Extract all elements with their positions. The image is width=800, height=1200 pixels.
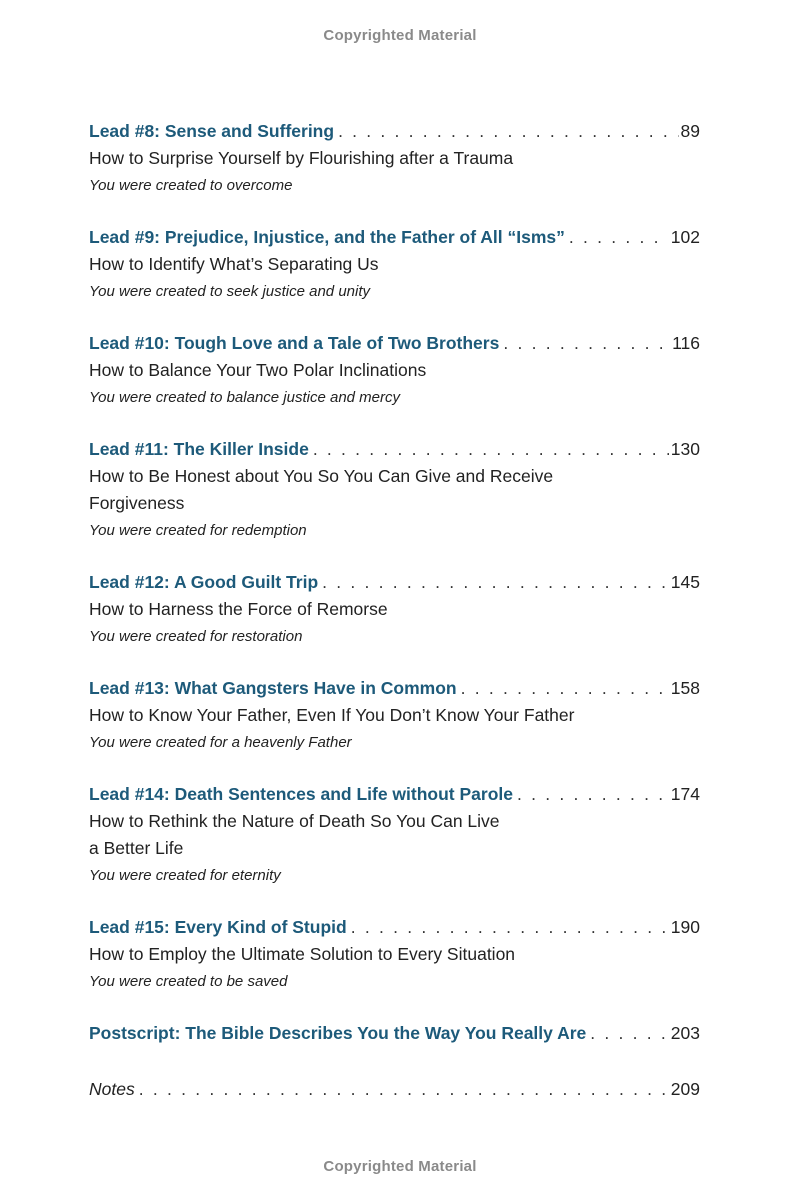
- toc-entry-title-line[interactable]: [89, 1020, 700, 1047]
- toc-entry-title-line[interactable]: [89, 914, 700, 941]
- toc-entry-lead-13: [89, 675, 700, 756]
- toc-entry-title-line[interactable]: [89, 436, 700, 463]
- toc-entry-title: Lead #14: Death Sentences and Life without Parole: [89, 784, 513, 804]
- toc-entry-tagline: You were created to be saved: [89, 973, 288, 990]
- toc-page-number: 203: [670, 1023, 700, 1043]
- copyright-watermark-bottom: Copyrighted Material: [323, 1158, 477, 1175]
- toc-entry-subtitle: How to Harness the Force of Remorse: [89, 599, 388, 619]
- toc-entry-title: Lead #8: Sense and Suffering: [89, 121, 335, 141]
- dot-leader: [351, 914, 669, 941]
- toc-entry-lead-14: [89, 781, 700, 889]
- toc-entry-tagline: You were created for redemption: [89, 522, 307, 539]
- toc-entry-title: Lead #9: Prejudice, Injustice, and the Father of All “Isms”: [89, 227, 565, 247]
- toc-entry-title: Notes: [89, 1079, 135, 1099]
- dot-leader: [322, 569, 669, 596]
- toc-entry-tagline: You were created for eternity: [89, 867, 281, 884]
- toc-entry-title-line[interactable]: [89, 675, 700, 702]
- toc-entry-tagline: You were created for restoration: [89, 628, 303, 645]
- toc-page-number: 89: [680, 121, 700, 141]
- toc-entry-tagline: You were created for a heavenly Father: [89, 734, 352, 751]
- toc-entry-subtitle: How to Surprise Yourself by Flourishing after a Trauma: [89, 148, 514, 168]
- dot-leader: [590, 1020, 669, 1047]
- toc-entry-title: Lead #13: What Gangsters Have in Common: [89, 678, 457, 698]
- toc-entry-tagline: You were created to overcome: [89, 177, 293, 194]
- toc-page-number: 130: [670, 439, 700, 459]
- toc-entry-title-line[interactable]: [89, 569, 700, 596]
- toc-page-number: 145: [670, 572, 700, 592]
- toc-entry-title: Lead #10: Tough Love and a Tale of Two Brothers: [89, 333, 500, 353]
- toc-entry-title-line[interactable]: [89, 118, 700, 145]
- toc-entry-notes: [89, 1076, 700, 1103]
- toc-page-number: 174: [670, 784, 700, 804]
- toc-page-number: 190: [670, 917, 700, 937]
- toc-entry-subtitle: How to Know Your Father, Even If You Don’t Know Your Father: [89, 705, 575, 725]
- dot-leader: [461, 675, 669, 702]
- toc-entry-title-line[interactable]: [89, 224, 700, 251]
- dot-leader: [503, 330, 670, 357]
- toc-page-number: 158: [670, 678, 700, 698]
- dot-leader: [569, 224, 669, 251]
- toc-entry-subtitle-continued: a Better Life: [89, 838, 184, 858]
- dot-leader: [313, 436, 669, 463]
- toc-entry-title: Lead #12: A Good Guilt Trip: [89, 572, 319, 592]
- toc-entry-title-line[interactable]: [89, 1076, 700, 1103]
- toc-entry-lead-15: [89, 914, 700, 995]
- toc-entry-tagline: You were created to seek justice and unity: [89, 283, 371, 300]
- toc-entry-lead-8: [89, 118, 700, 199]
- dot-leader: [517, 781, 669, 808]
- toc-page-number: 102: [670, 227, 700, 247]
- toc-entry-lead-9: [89, 224, 700, 305]
- toc-entry-subtitle: How to Balance Your Two Polar Inclinations: [89, 360, 427, 380]
- toc-entry-lead-10: [89, 330, 700, 411]
- toc-entry-subtitle: How to Employ the Ultimate Solution to Every Situation: [89, 944, 516, 964]
- table-of-contents: [89, 118, 700, 1128]
- toc-entry-subtitle: How to Be Honest about You So You Can Give and Receive: [89, 466, 554, 486]
- toc-page-number: 209: [670, 1079, 700, 1099]
- toc-entry-title-line[interactable]: [89, 330, 700, 357]
- toc-entry-tagline: You were created to balance justice and mercy: [89, 389, 401, 406]
- toc-entry-subtitle: How to Rethink the Nature of Death So You Can Live: [89, 811, 500, 831]
- toc-entry-title: Lead #11: The Killer Inside: [89, 439, 309, 459]
- toc-entry-postscript: [89, 1020, 700, 1047]
- toc-entry-subtitle-continued: Forgiveness: [89, 493, 185, 513]
- toc-entry-title-line[interactable]: [89, 781, 700, 808]
- toc-entry-lead-11: [89, 436, 700, 544]
- toc-entry-title: Postscript: The Bible Describes You the Way You Really Are: [89, 1023, 587, 1043]
- dot-leader: [139, 1076, 669, 1103]
- toc-entry-subtitle: How to Identify What’s Separating Us: [89, 254, 379, 274]
- dot-leader: [338, 118, 678, 145]
- copyright-watermark-top: Copyrighted Material: [323, 27, 477, 44]
- toc-page-number: 116: [672, 333, 700, 353]
- toc-entry-lead-12: [89, 569, 700, 650]
- toc-entry-title: Lead #15: Every Kind of Stupid: [89, 917, 347, 937]
